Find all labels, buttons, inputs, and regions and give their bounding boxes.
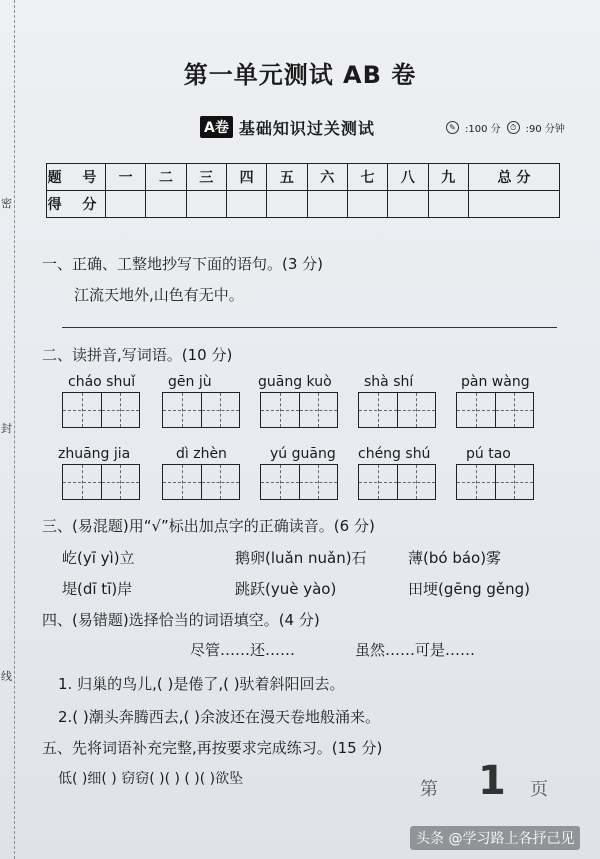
subtitle-row [200, 115, 375, 139]
score-header-cell: 一 [106, 164, 146, 191]
section-4-heading: 四、(易错题)选择恰当的词语填空。(4 分) [42, 611, 320, 629]
pinyin-label: pú tao [466, 446, 511, 462]
score-table-score-row [47, 191, 560, 218]
exam-meta [446, 120, 565, 135]
fill-blank-question[interactable]: 1. 归巢的鸟儿,( )是倦了,( )驮着斜阳回去。 [58, 675, 345, 693]
clock-icon: ⏱ [507, 121, 520, 134]
page-title: 第一单元测试 AB 卷 [183, 61, 417, 89]
score-cell[interactable] [388, 191, 428, 218]
pronunciation-item[interactable]: 堤(dī tī)岸 [62, 580, 133, 598]
pinyin-label: gēn jù [168, 374, 212, 390]
score-header-cell: 总 分 [468, 164, 559, 191]
writing-grid[interactable] [260, 392, 338, 428]
score-header-cell: 二 [146, 164, 186, 191]
writing-grid[interactable] [456, 392, 534, 428]
score-cell[interactable] [106, 191, 146, 218]
writing-grid[interactable] [358, 464, 436, 500]
score-cell[interactable] [226, 191, 266, 218]
time-limit: :90 分钟 [525, 124, 565, 135]
pronunciation-item[interactable]: 跳跃(yuè yào) [235, 580, 337, 598]
score-header-cell: 题 号 [47, 164, 106, 191]
score-cell[interactable] [307, 191, 347, 218]
section-5-heading: 五、先将词语补充完整,再按要求完成练习。(15 分) [42, 739, 383, 757]
score-header-cell: 五 [267, 164, 307, 191]
writing-grid[interactable] [62, 464, 140, 500]
pinyin-label: chéng shú [358, 446, 431, 462]
idiom-completion-line[interactable]: 低( )细( ) 窃窃( )( ) ( )( )欲坠 [58, 771, 244, 787]
section-1-answer-line[interactable] [62, 327, 557, 328]
score-row-label: 得 分 [47, 191, 106, 218]
binding-label-top: 密 [1, 197, 12, 210]
score-header-cell: 六 [307, 164, 347, 191]
total-score: :100 分 [465, 124, 501, 135]
paper-a-badge: A卷 [200, 116, 233, 138]
binding-margin [0, 0, 15, 859]
binding-label-bottom: 线 [1, 670, 12, 683]
pinyin-label: cháo shuǐ [68, 374, 136, 390]
score-cell[interactable] [468, 191, 559, 218]
writing-grid[interactable] [260, 464, 338, 500]
score-header-cell: 四 [226, 164, 266, 191]
pronunciation-item[interactable]: 薄(bó báo)雾 [408, 549, 502, 567]
section-2-heading: 二、读拼音,写词语。(10 分) [42, 346, 233, 364]
binding-label-middle: 封 [1, 422, 12, 435]
score-header-cell: 三 [186, 164, 226, 191]
section-1-sentence: 江流天地外,山色有无中。 [74, 286, 244, 304]
score-header-cell: 九 [428, 164, 468, 191]
pronunciation-item[interactable]: 屹(yī yì)立 [62, 549, 135, 567]
watermark: 头条 @学习路上各抒己见 [410, 826, 580, 850]
score-header-cell: 八 [388, 164, 428, 191]
score-table-header-row [47, 164, 560, 191]
word-option: 虽然……可是…… [355, 641, 476, 659]
score-cell[interactable] [186, 191, 226, 218]
score-cell[interactable] [267, 191, 307, 218]
writing-grid[interactable] [162, 392, 240, 428]
pinyin-label: pàn wàng [461, 374, 530, 390]
writing-grid[interactable] [358, 392, 436, 428]
pinyin-label: guāng kuò [258, 374, 332, 390]
subtitle: 基础知识过关测试 [238, 118, 375, 138]
word-option: 尽管……还…… [190, 641, 296, 659]
pronunciation-item[interactable]: 田埂(gēng gěng) [408, 580, 531, 598]
score-table [46, 163, 560, 218]
score-header-cell: 七 [347, 164, 387, 191]
pinyin-label: shà shí [364, 374, 414, 390]
score-cell[interactable] [428, 191, 468, 218]
pronunciation-item[interactable]: 鹅卵(luǎn nuǎn)石 [235, 549, 367, 567]
page-suffix: 页 [530, 779, 548, 800]
fill-blank-question[interactable]: 2.( )潮头奔腾西去,( )余波还在漫天卷地般涌来。 [58, 708, 381, 726]
pinyin-label: yú guāng [270, 446, 336, 462]
pinyin-label: dì zhèn [176, 446, 227, 462]
page-number: 1 [478, 758, 506, 804]
pinyin-label: zhuāng jia [58, 446, 131, 462]
writing-grid[interactable] [62, 392, 140, 428]
page-label: 第 [420, 779, 438, 800]
score-cell[interactable] [347, 191, 387, 218]
score-icon: ✎ [446, 121, 459, 134]
writing-grid[interactable] [162, 464, 240, 500]
writing-grid[interactable] [456, 464, 534, 500]
score-cell[interactable] [146, 191, 186, 218]
section-3-heading: 三、(易混题)用“√”标出加点字的正确读音。(6 分) [42, 517, 375, 535]
section-1-heading: 一、正确、工整地抄写下面的语句。(3 分) [42, 255, 324, 273]
